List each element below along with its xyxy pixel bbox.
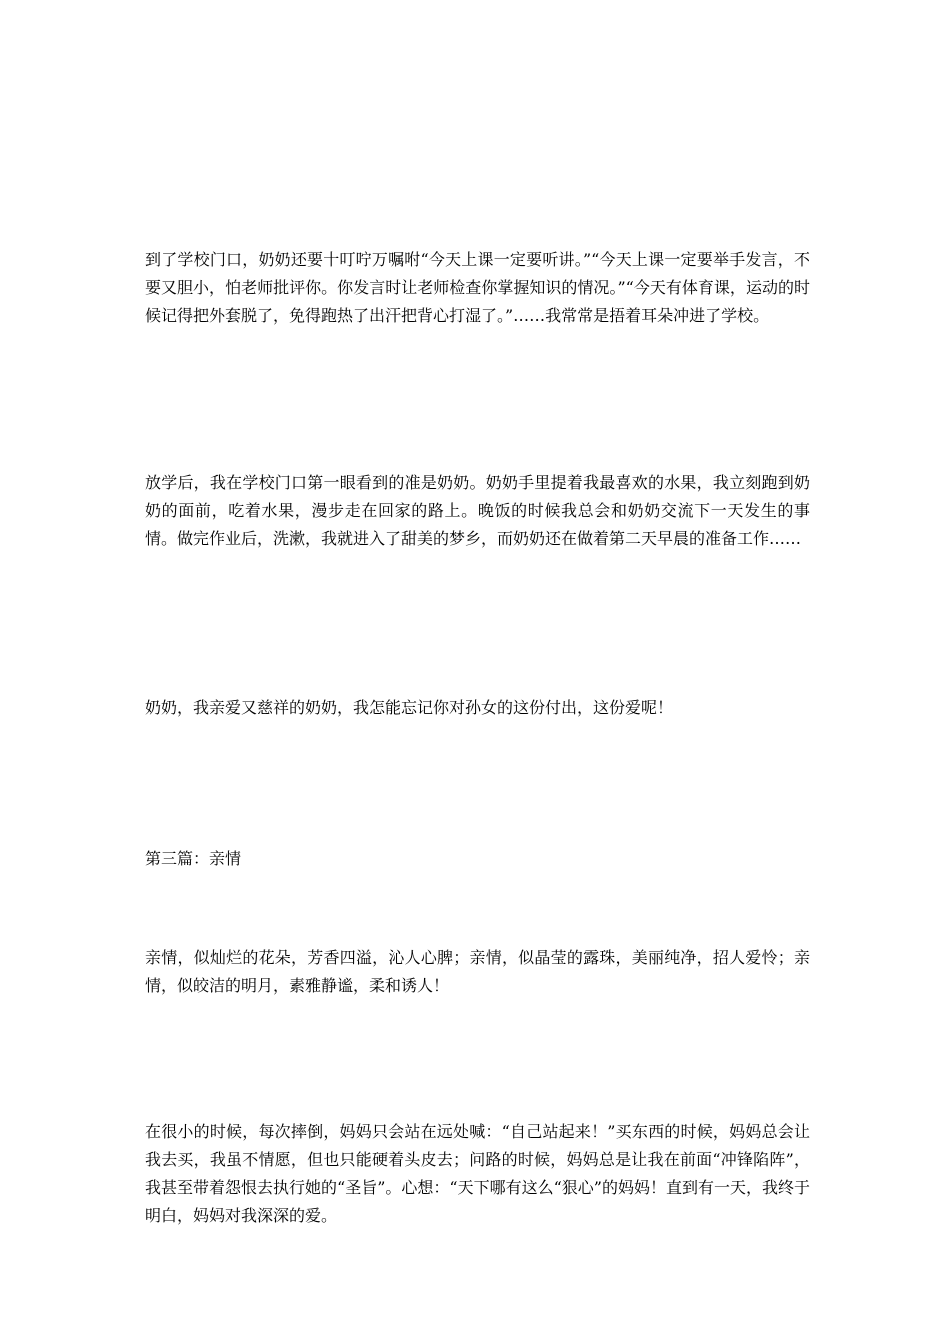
paragraph-family-love: 亲情，似灿烂的花朵，芳香四溢，沁人心脾；亲情，似晶莹的露珠，美丽纯净，招人爱怜；亲情，似皎洁的明月，素雅静谧，柔和诱人！: [145, 948, 810, 995]
paragraph-grandma-love: 奶奶，我亲爱又慈祥的奶奶，我怎能忘记你对孙女的这份付出，这份爱呢！: [145, 698, 674, 717]
paragraph-school-gate: 到了学校门口，奶奶还要十叮咛万嘱咐“今天上课一定要听讲。”“今天上课一定要举手发言，不要又胆小，怕老师批评你。你发言时让老师检查你掌握知识的情况。”“今天有体育课，运动的时候记得把外套脱了，免得跑热了出汗把背心打湿了。”……我常常是捂着耳朵冲进了学校。: [145, 250, 810, 325]
section-heading: 第三篇：亲情: [145, 849, 242, 868]
paragraph-mother: 在很小的时候，每次摔倒，妈妈只会站在远处喊：“自己站起来！”买东西的时候，妈妈总会让我去买，我虽不情愿，但也只能硬着头皮去；问路的时候，妈妈总是让我在前面“冲锋陷阵”，我甚至带着怨恨去执行她的“圣旨”。心想：“天下哪有这么“狠心”的妈妈！直到有一天，我终于明白，妈妈对我深深的爱。: [145, 1122, 810, 1225]
paragraph-after-school: 放学后，我在学校门口第一眼看到的准是奶奶。奶奶手里提着我最喜欢的水果，我立刻跑到奶奶的面前，吃着水果，漫步走在回家的路上。晚饭的时候我总会和奶奶交流下一天发生的事情。做完作业后，洗漱，我就进入了甜美的梦乡，而奶奶还在做着第二天早晨的准备工作……: [145, 473, 810, 548]
